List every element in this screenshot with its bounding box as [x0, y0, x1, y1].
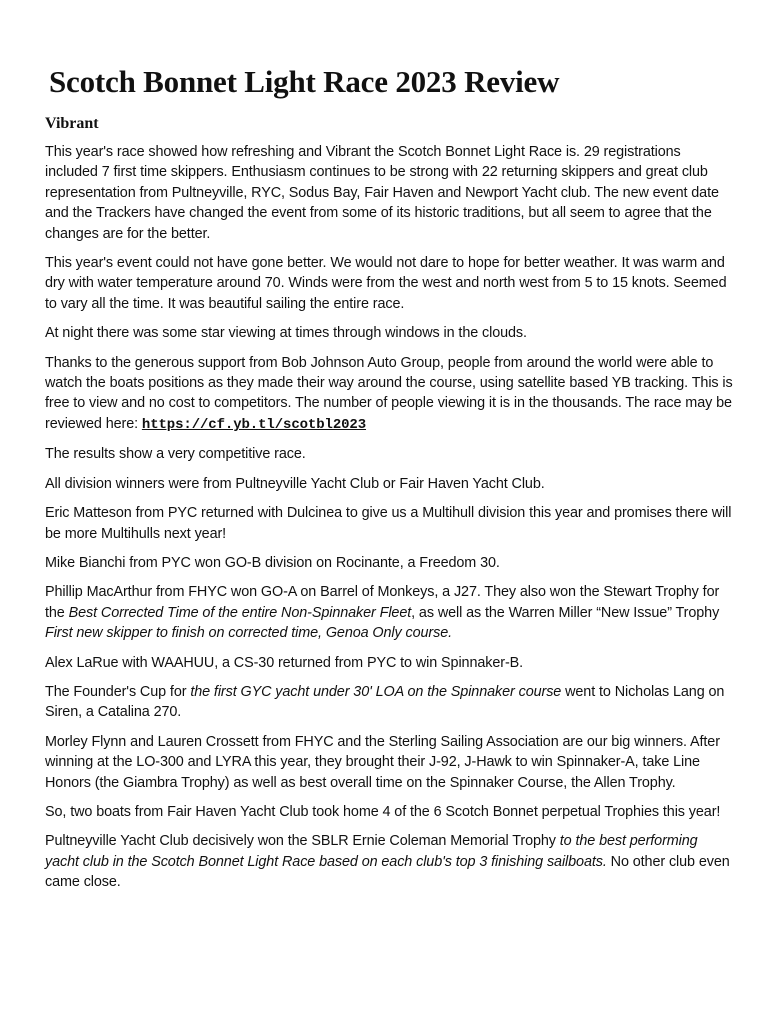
founders-italic: the first GYC yacht under 30' LOA on the Spinnaker course — [190, 683, 562, 700]
founders-text-2: went to Nicholas Lang on Siren, a Catalina 270. — [45, 683, 725, 721]
paragraph-spinnaker-a: Morley Flynn and Lauren Crossett from FHYC and the Sterling Sailing Association are our big winners. After winning at the LO-300 and LYRA this year, they brought their J-92, J-Hawk to win Spinnaker-A, take Line Honors (the Giambra Trophy) as well as best overall time on the Spinnaker Course, the Allen Trophy. — [45, 733, 720, 791]
paragraph-go-b: Mike Bianchi from PYC won GO-B division on Rocinante, a Freedom 30. — [45, 554, 500, 571]
paragraph-fhyc-summary: So, two boats from Fair Haven Yacht Club took home 4 of the 6 Scotch Bonnet perpetual Trophies this year! — [45, 803, 721, 820]
page-title: Scotch Bonnet Light Race 2023 Review — [49, 64, 560, 99]
paragraph-spinnaker-b: Alex LaRue with WAAHUU, a CS-30 returned from PYC to win Spinnaker-B. — [45, 654, 524, 671]
paragraph-intro: This year's race showed how refreshing and Vibrant the Scotch Bonnet Light Race is. 29 registrations included 7 first time skippers. Enthusiasm continues to be strong with 22 returning skippers and great club representation from Pultneyville, RYC, Sodus Bay, Fair Haven and Newport Yacht club. The new event date and the Trackers have changed the event from some of its historic traditions, but all seem to agree that the changes are for the better. — [45, 144, 719, 242]
section-heading: Vibrant — [45, 115, 99, 132]
paragraph-founders-cup — [45, 682, 735, 723]
go-a-text-2: , as well as the Warren Miller “New Issue” Trophy — [411, 604, 720, 621]
go-a-italic-2: First new skipper to finish on corrected time, Genoa Only course. — [45, 625, 453, 642]
paragraph-results: The results show a very competitive race. — [45, 446, 306, 463]
tracking-link[interactable]: https://cf.yb.tl/scotbl2023 — [141, 416, 367, 433]
go-a-italic-1: Best Corrected Time of the entire Non-Spinnaker Fleet — [68, 604, 412, 621]
tracking-text: Thanks to the generous support from Bob Johnson Auto Group, people from around the world were able to watch the boats positions as they made their way around the course, using satellite based YB tracking. This is free to view and no cost to competitors. The number of people viewing it is in the thousands. The race may be reviewed here: — [45, 354, 733, 432]
paragraph-weather: This year's event could not have gone better. We would not dare to hope for better weather. It was warm and dry with water temperature around 70. Winds were from the west and north west from 5 to 15 knots. Seemed to vary all the time. It was beautiful sailing the entire race. — [45, 255, 727, 312]
club-trophy-italic: to the best performing yacht club in the Scotch Bonnet Light Race based on each club's top 3 finishing sailboats. — [45, 833, 698, 870]
document-page — [45, 62, 735, 902]
paragraph-multihull: Eric Matteson from PYC returned with Dulcinea to give us a Multihull division this year and promises there will be more Multihulls next year! — [45, 505, 732, 542]
paragraph-tracking — [45, 353, 735, 436]
go-a-text-1: Phillip MacArthur from FHYC won GO-A on Barrel of Monkeys, a J27. They also won the Stewart Trophy for the — [45, 584, 720, 621]
paragraph-division-winners: All division winners were from Pultneyville Yacht Club or Fair Haven Yacht Club. — [45, 475, 545, 492]
founders-text-1: The Founder's Cup for — [45, 683, 191, 700]
paragraph-stars: At night there was some star viewing at times through windows in the clouds. — [45, 325, 527, 342]
club-trophy-text-1: Pultneyville Yacht Club decisively won the SBLR Ernie Coleman Memorial Trophy — [45, 833, 560, 850]
paragraph-club-trophy — [45, 831, 735, 892]
club-trophy-text-2: No other club even came close. — [45, 853, 730, 891]
paragraph-go-a — [45, 582, 735, 643]
